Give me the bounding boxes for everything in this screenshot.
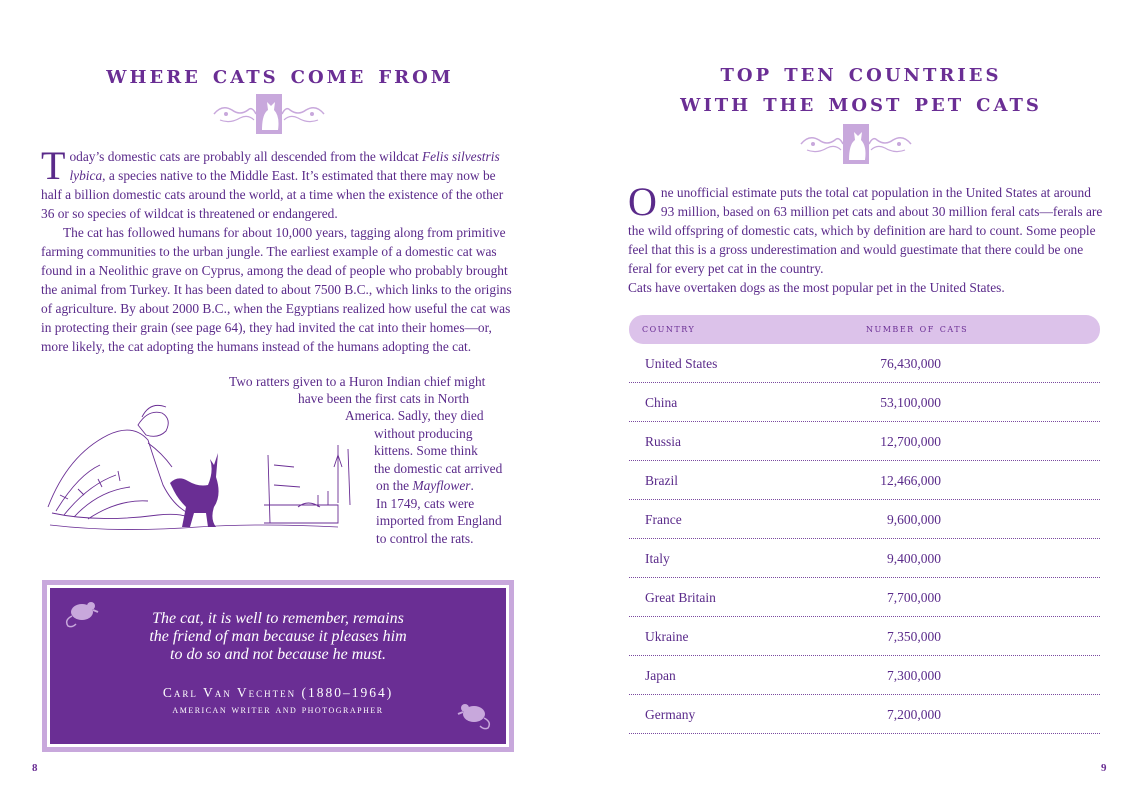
caption-line: to control the rats.: [376, 531, 474, 546]
mouse-icon: [456, 700, 494, 730]
cat-count-cell: 76,430,000: [880, 356, 941, 371]
cat-count-cell: 9,400,000: [887, 551, 941, 566]
cat-count-cell: 7,700,000: [887, 590, 941, 605]
right-page-title: [611, 58, 1111, 118]
table-row: [629, 657, 1100, 695]
caption-line: the domestic cat arrived: [374, 461, 503, 476]
cat-count-cell: 12,466,000: [880, 473, 941, 488]
quote-panel: [47, 585, 509, 747]
quote-author: Carl Van Vechten (1880–1964): [162, 685, 394, 700]
woman-feeding-cat-illustration: [38, 395, 368, 540]
caption-line: have been the first cats in North: [298, 391, 470, 406]
caption-line: In 1749, cats were: [376, 496, 475, 511]
table-row: [629, 501, 1100, 539]
column-header-country: country: [642, 322, 696, 335]
caption-line: America. Sadly, they died: [345, 408, 484, 423]
ship-name: Mayflower: [412, 478, 471, 493]
country-cell: Great Britain: [645, 590, 716, 605]
ornament-cat-icon: [212, 92, 326, 136]
caption-line: without producing: [374, 426, 473, 441]
para2-text: The cat has followed humans for about 10,000 years, tagging along from primitive farming communities to the urban jungle. The earliest example of a domestic cat was found in a Neolithic grave on Cyprus, among the dead of people who probably brought the animal from Turkey. It has been dated to about 7500 B.C., which links to the origins of agriculture. By about 2000 B.C., when the Egyptians realized how useful the cat was in protecting their grain (see page 64), they had invited the cat into their homes—or, more likely, the cat adopting the humans instead of the humans adopting the cat.: [41, 225, 512, 354]
title-line: with the most pet cats: [680, 88, 1042, 118]
para1-text-start: oday’s domestic cats are probably all descended from the wildcat: [69, 149, 422, 164]
country-cell: Italy: [645, 551, 670, 566]
caption-line: Two ratters given to a Huron Indian chief might: [229, 374, 486, 389]
table-row: [629, 423, 1100, 461]
table-row: [629, 579, 1100, 617]
quote-author-role: american writer and photographer: [172, 704, 384, 716]
quote-line: to do so and not because he must.: [170, 646, 386, 663]
quote-box: [42, 580, 514, 752]
table-row: [629, 618, 1100, 656]
country-cell: Russia: [645, 434, 682, 449]
caption-line: kittens. Some think: [374, 443, 478, 458]
caption-line: imported from England: [376, 513, 502, 528]
dropcap: O: [628, 179, 657, 224]
para1-text-end: , a species native to the Middle East. It’s estimated that there may now be half a billion domestic cats around the world, at a time when the existence of the other 36 or so species of wildcat is threatened or endangered.: [41, 168, 504, 221]
page-number: 8: [32, 762, 38, 774]
table-row: [629, 384, 1100, 422]
dropcap: T: [41, 143, 66, 188]
country-cell: China: [645, 395, 678, 410]
cat-count-cell: 12,700,000: [880, 434, 941, 449]
left-body-text: [41, 143, 515, 356]
title-line: top ten countries: [720, 58, 1002, 88]
left-page-title: where cats come from: [106, 60, 454, 90]
table-row: [629, 696, 1100, 734]
page-number: 9: [1101, 762, 1107, 774]
table-row: [629, 345, 1100, 383]
country-cell: United States: [645, 356, 718, 371]
cat-count-cell: 7,350,000: [887, 629, 941, 644]
cat-count-cell: 53,100,000: [880, 395, 941, 410]
country-cell: France: [645, 512, 682, 527]
quote-line: the friend of man because it pleases him: [149, 628, 407, 645]
cat-count-cell: 9,600,000: [887, 512, 941, 527]
table-row: [629, 462, 1100, 500]
cat-count-cell: 7,200,000: [887, 707, 941, 722]
table-body: [629, 345, 1100, 734]
species-name: Felis silvestris lybica: [69, 149, 500, 183]
right-page: [571, 0, 1142, 799]
cat-countries-table: [629, 315, 1100, 734]
table-row: [629, 540, 1100, 578]
cat-count-cell: 7,300,000: [887, 668, 941, 683]
country-cell: Germany: [645, 707, 696, 722]
quote-text: [90, 610, 466, 664]
column-header-number: number of cats: [866, 322, 969, 335]
country-cell: Brazil: [645, 473, 678, 488]
intro-text-2: Cats have overtaken dogs as the most popular pet in the United States.: [628, 280, 1005, 295]
right-body-text: [628, 179, 1103, 297]
quote-line: The cat, it is well to remember, remains: [152, 610, 404, 627]
table-header: [629, 315, 1100, 344]
ornament-cat-icon: [799, 122, 913, 166]
country-cell: Japan: [645, 668, 676, 683]
intro-text: ne unofficial estimate puts the total cat population in the United States at around 93 million, based on 63 million pet cats and about 30 million feral cats—ferals are the wild offspring of domestic cats, which by definition are hard to count. Some people feel that this is a gross underestimation and would guestimate that there could be one feral for every pet cat in the country.: [628, 185, 1103, 276]
country-cell: Ukraine: [645, 629, 689, 644]
caption-line: on the Mayflower.: [376, 478, 474, 493]
